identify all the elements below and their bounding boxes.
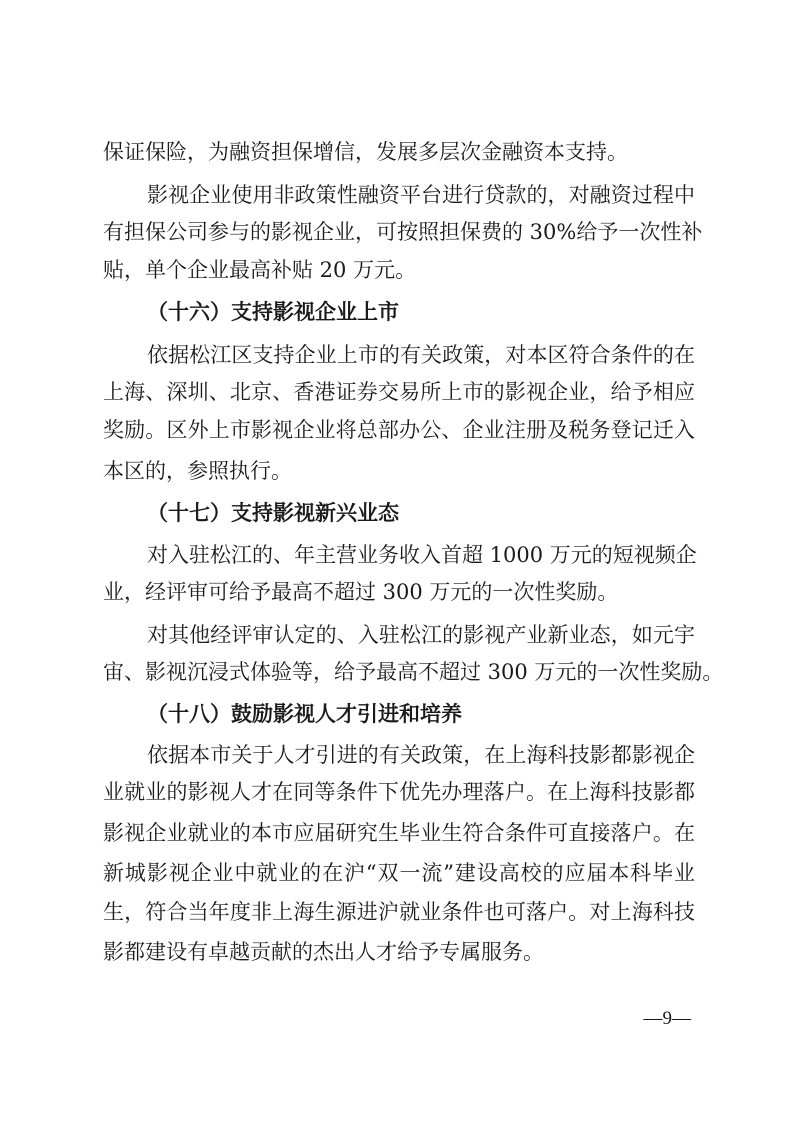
body-text-line: 保证保险，为融资担保增信，发展多层次金融资本支持。 <box>103 140 628 164</box>
body-text-line: 影视企业就业的本市应届研究生毕业生符合条件可直接落户。在 <box>103 821 695 845</box>
page-number: —9— <box>643 1008 691 1029</box>
body-text-line: 奖励。区外上市影视企业将总部办公、企业注册及税务登记迁入 <box>103 418 695 442</box>
body-text-line: 贴，单个企业最高补贴 20 万元。 <box>103 258 417 282</box>
body-text-line: 业，经评审可给予最高不超过 300 万元的一次性奖励。 <box>103 580 619 604</box>
section-heading: （十七）支持影视新兴业态 <box>147 501 399 525</box>
body-text-line: 上海、深圳、北京、香港证券交易所上市的影视企业，给予相应 <box>103 380 695 404</box>
body-text-line: 影视企业使用非政策性融资平台进行贷款的，对融资过程中 <box>147 183 695 207</box>
body-text-line: 对其他经评审认定的、入驻松江的影视产业新业态，如元宇 <box>147 623 695 647</box>
body-text-line: 新城影视企业中就业的在沪“双一流”建设高校的应届本科毕业 <box>103 861 695 885</box>
body-text-line: 宙、影视沉浸式体验等，给予最高不超过 300 万元的一次性奖励。 <box>103 660 724 684</box>
body-text-line: 依据松江区支持企业上市的有关政策，对本区符合条件的在 <box>147 343 695 367</box>
body-text-line: 依据本市关于人才引进的有关政策，在上海科技影都影视企 <box>147 743 695 767</box>
body-text-line: 对入驻松江的、年主营业务收入首超 1000 万元的短视频企 <box>147 543 697 567</box>
body-text-line: 业就业的影视人才在同等条件下优先办理落户。在上海科技影都 <box>103 780 695 804</box>
section-heading: （十八）鼓励影视人才引进和培养 <box>147 702 462 726</box>
section-heading: （十六）支持影视企业上市 <box>147 300 399 324</box>
body-text-line: 有担保公司参与的影视企业，可按照担保费的 30%给予一次性补 <box>103 220 703 244</box>
body-text-line: 生，符合当年度非上海生源进沪就业条件也可落户。对上海科技 <box>103 900 695 924</box>
body-text-line: 本区的，参照执行。 <box>103 459 292 483</box>
body-text-line: 影都建设有卓越贡献的杰出人才给予专属服务。 <box>103 940 544 964</box>
